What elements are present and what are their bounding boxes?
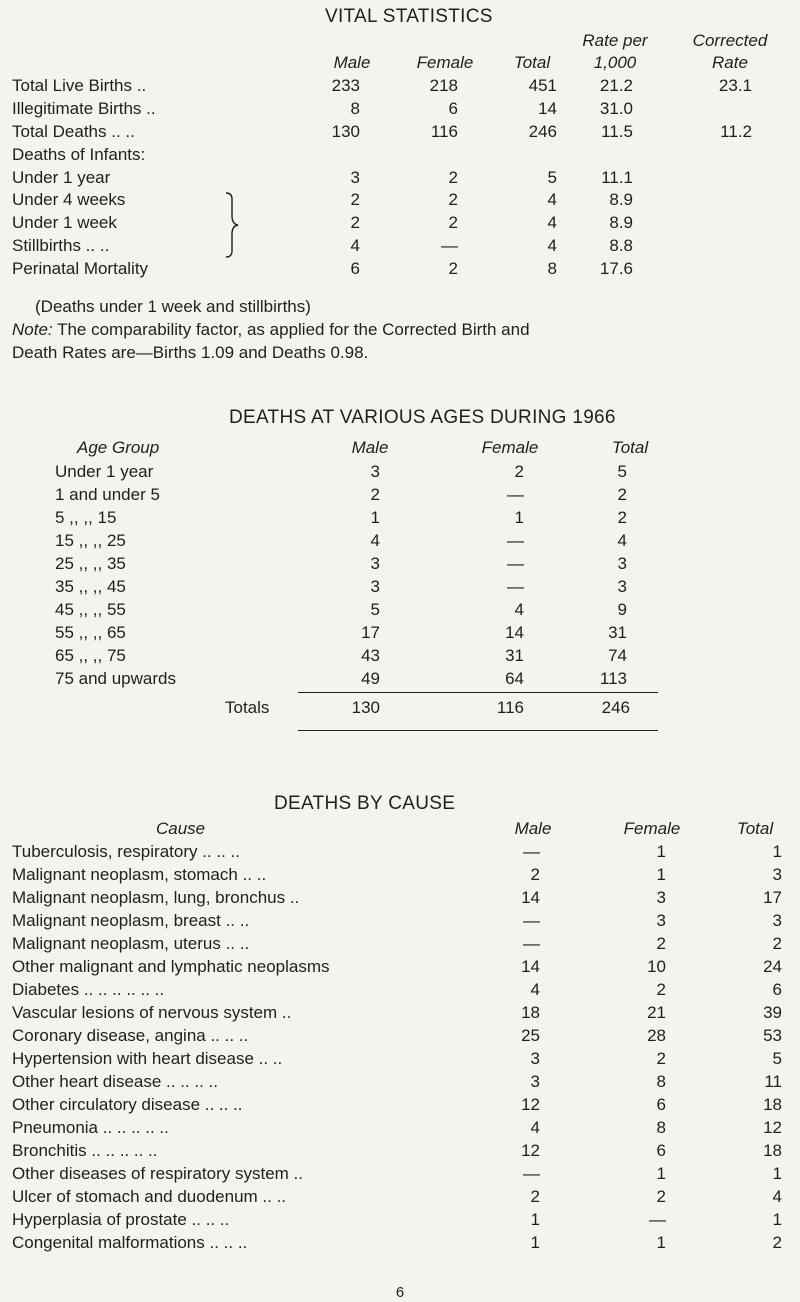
age-row-female: — [507,554,524,573]
cause-row-male: 12 [521,1095,540,1114]
cause-row-label: Bronchitis .. .. .. .. .. [12,1141,158,1160]
cause-row-female: 6 [656,1095,666,1114]
age-row-group: Under 1 year [55,462,154,481]
age-row-total: 9 [617,600,627,619]
vital-row-female: 2 [448,190,458,209]
vital-row-label: Deaths of Infants: [12,145,146,164]
cause-header-male: Male [514,819,552,838]
age-row-total: 113 [599,669,627,688]
deaths-by-cause-title: DEATHS BY CAUSE [274,793,456,814]
vital-row-rate: 17.6 [599,259,633,278]
age-row-group: 1 and under 5 [55,485,160,504]
vital-row-female: 218 [429,76,458,95]
header-total: Total [513,53,551,72]
cause-row-label: Tuberculosis, respiratory .. .. .. [12,842,240,861]
cause-row-label: Ulcer of stomach and duodenum .. .. [12,1187,287,1206]
vital-row-total: 4 [547,213,557,232]
age-row-male: 43 [361,646,380,665]
age-totals-female: 116 [496,698,524,717]
vital-row-rate: 11.1 [601,168,633,187]
age-row-female: 4 [514,600,524,619]
age-row-female: — [507,485,524,504]
age-row-total: 74 [608,646,627,665]
cause-row-male: 3 [530,1049,540,1068]
vital-row-corrected: 23.1 [718,76,752,95]
vital-row-rate: 8.9 [609,190,633,209]
age-row-female: 1 [514,508,524,527]
vital-row-total: 5 [547,168,557,187]
age-row-total: 2 [617,485,627,504]
header-female: Female [416,53,474,72]
totals-bottom-rule [298,730,658,731]
vital-row-label: Stillbirths .. .. [12,236,110,255]
age-row-total: 3 [617,577,627,596]
age-row-male: 5 [370,600,380,619]
cause-row-male: 4 [530,1118,540,1137]
infant-deaths-brace [0,0,800,330]
cause-row-female: 10 [647,957,666,976]
cause-row-male: — [523,934,540,953]
vital-row-rate: 11.5 [601,122,633,141]
cause-row-female: 21 [647,1003,666,1022]
cause-row-male: 3 [530,1072,540,1091]
header-male: Male [333,53,371,72]
cause-row-male: 1 [530,1210,540,1229]
vital-row-rate: 31.0 [599,99,633,118]
cause-row-label: Congenital malformations .. .. .. [12,1233,248,1252]
cause-row-label: Hyperplasia of prostate .. .. .. [12,1210,230,1229]
age-row-female: 14 [505,623,524,642]
cause-row-label: Malignant neoplasm, breast .. .. [12,911,250,930]
vital-row-female: 2 [448,259,458,278]
note-text-line1: The comparability factor, as applied for the Corrected Birth and [57,320,530,339]
cause-row-total: 17 [763,888,782,907]
age-row-group: 55 ,, ,, 65 [55,623,126,642]
age-row-group: 25 ,, ,, 35 [55,554,126,573]
cause-row-female: 3 [656,911,666,930]
vital-row-total: 8 [547,259,557,278]
vital-row-label: Total Deaths .. .. [12,122,135,141]
cause-row-female: 8 [656,1072,666,1091]
vital-row-label: Total Live Births .. [12,76,147,95]
perinatal-note: (Deaths under 1 week and stillbirths) [35,297,311,316]
cause-row-male: 25 [521,1026,540,1045]
deaths-by-age-title: DEATHS AT VARIOUS AGES DURING 1966 [229,407,616,428]
cause-row-female: 2 [656,980,666,999]
age-row-total: 5 [617,462,627,481]
vital-row-male: 4 [350,236,360,255]
cause-row-total: 3 [772,911,782,930]
vital-row-total: 14 [538,99,557,118]
cause-row-total: 5 [772,1049,782,1068]
cause-row-total: 39 [763,1003,782,1022]
cause-row-female: 1 [656,865,666,884]
vital-row-male: 2 [350,190,360,209]
vital-row-label: Perinatal Mortality [12,259,149,278]
cause-row-total: 2 [772,934,782,953]
vital-statistics-title: VITAL STATISTICS [325,6,493,27]
vital-row-female: — [441,236,458,255]
totals-top-rule [298,692,658,693]
age-row-total: 3 [617,554,627,573]
cause-row-total: 11 [764,1072,782,1091]
cause-row-label: Coronary disease, angina .. .. .. [12,1026,249,1045]
age-row-group: 15 ,, ,, 25 [55,531,126,550]
cause-row-female: 8 [656,1118,666,1137]
age-row-group: 5 ,, ,, 15 [55,508,117,527]
cause-row-total: 24 [763,957,782,976]
header-corrected-line1: Corrected [692,31,768,50]
note-label: Note: [12,320,53,339]
vital-row-rate: 21.2 [599,76,633,95]
cause-row-female: 3 [656,888,666,907]
age-row-female: 2 [514,462,524,481]
comparability-note-line1 [12,320,530,340]
cause-row-total: 53 [763,1026,782,1045]
vital-row-female: 2 [448,213,458,232]
cause-row-label: Vascular lesions of nervous system .. [12,1003,292,1022]
vital-row-total: 4 [547,190,557,209]
vital-row-female: 116 [430,122,458,141]
vital-row-label: Under 4 weeks [12,190,126,209]
cause-row-label: Diabetes .. .. .. .. .. .. [12,980,165,999]
age-row-male: 3 [370,462,380,481]
age-row-female: 64 [505,669,524,688]
cause-row-label: Other heart disease .. .. .. .. [12,1072,218,1091]
vital-row-label: Under 1 year [12,168,111,187]
vital-row-male: 2 [350,213,360,232]
cause-row-total: 1 [772,1164,782,1183]
cause-row-female: 1 [656,842,666,861]
age-header-group: Age Group [77,438,160,457]
cause-row-total: 18 [763,1141,782,1160]
comparability-note-line2: Death Rates are—Births 1.09 and Deaths 0.98. [12,343,369,362]
cause-row-total: 2 [772,1233,782,1252]
vital-row-label: Under 1 week [12,213,117,232]
cause-row-male: 12 [521,1141,540,1160]
cause-row-total: 3 [772,865,782,884]
age-row-male: 3 [370,554,380,573]
cause-header-female: Female [623,819,681,838]
vital-row-male: 233 [331,76,360,95]
cause-row-label: Other malignant and lymphatic neoplasms [12,957,330,976]
vital-row-female: 2 [448,168,458,187]
vital-row-female: 6 [448,99,458,118]
vital-row-label: Illegitimate Births .. [12,99,156,118]
age-row-group: 65 ,, ,, 75 [55,646,126,665]
age-header-female: Female [481,438,539,457]
vital-row-rate: 8.8 [609,236,633,255]
cause-row-male: — [523,842,540,861]
cause-row-male: — [523,911,540,930]
cause-row-label: Malignant neoplasm, stomach .. .. [12,865,267,884]
cause-row-total: 1 [772,842,782,861]
cause-row-label: Malignant neoplasm, lung, bronchus .. [12,888,300,907]
cause-header-cause: Cause [156,819,206,838]
age-row-male: 2 [370,485,380,504]
age-row-group: 45 ,, ,, 55 [55,600,126,619]
age-row-male: 49 [361,669,380,688]
cause-row-female: 28 [647,1026,666,1045]
vital-row-male: 3 [350,168,360,187]
age-row-male: 1 [370,508,380,527]
cause-row-female: 2 [656,1049,666,1068]
age-header-male: Male [351,438,389,457]
cause-row-female: 1 [656,1233,666,1252]
vital-row-male: 8 [350,99,360,118]
vital-row-corrected: 11.2 [720,122,752,141]
cause-row-total: 12 [763,1118,782,1137]
cause-row-label: Malignant neoplasm, uterus .. .. [12,934,250,953]
cause-row-male: 18 [521,1003,540,1022]
cause-row-label: Pneumonia .. .. .. .. .. [12,1118,169,1137]
cause-row-male: 14 [521,888,540,907]
vital-row-rate: 8.9 [609,213,633,232]
age-header-total: Total [611,438,649,457]
age-row-total: 2 [617,508,627,527]
age-row-male: 17 [361,623,380,642]
cause-row-male: 14 [521,957,540,976]
cause-row-label: Other circulatory disease .. .. .. [12,1095,243,1114]
cause-row-label: Other diseases of respiratory system .. [12,1164,303,1183]
cause-row-female: — [649,1210,666,1229]
age-row-total: 4 [617,531,627,550]
cause-row-male: — [523,1164,540,1183]
cause-row-male: 2 [530,1187,540,1206]
cause-row-total: 1 [772,1210,782,1229]
cause-row-male: 2 [530,865,540,884]
vital-row-total: 4 [547,236,557,255]
age-row-male: 3 [370,577,380,596]
cause-row-female: 2 [656,934,666,953]
header-rate-line1: Rate per [582,31,648,50]
vital-row-total: 246 [528,122,557,141]
cause-row-female: 1 [656,1164,666,1183]
header-corrected-line2: Rate [712,53,748,72]
cause-row-total: 4 [772,1187,782,1206]
vital-row-total: 451 [528,76,557,95]
age-totals-total: 246 [601,698,630,717]
cause-header-total: Total [736,819,774,838]
cause-row-total: 6 [772,980,782,999]
age-row-total: 31 [608,623,627,642]
cause-row-female: 2 [656,1187,666,1206]
age-totals-male: 130 [351,698,380,717]
cause-row-label: Hypertension with heart disease .. .. [12,1049,283,1068]
age-row-male: 4 [370,531,380,550]
header-rate-line2: 1,000 [593,53,637,72]
cause-row-male: 1 [530,1233,540,1252]
vital-row-male: 130 [331,122,360,141]
cause-row-female: 6 [656,1141,666,1160]
age-row-group: 35 ,, ,, 45 [55,577,126,596]
age-totals-label: Totals [225,698,270,717]
age-row-female: — [507,577,524,596]
age-row-female: — [507,531,524,550]
cause-row-total: 18 [763,1095,782,1114]
age-row-female: 31 [505,646,524,665]
page-number: 6 [395,1284,405,1301]
vital-row-male: 6 [350,259,360,278]
age-row-group: 75 and upwards [55,669,176,688]
cause-row-male: 4 [530,980,540,999]
